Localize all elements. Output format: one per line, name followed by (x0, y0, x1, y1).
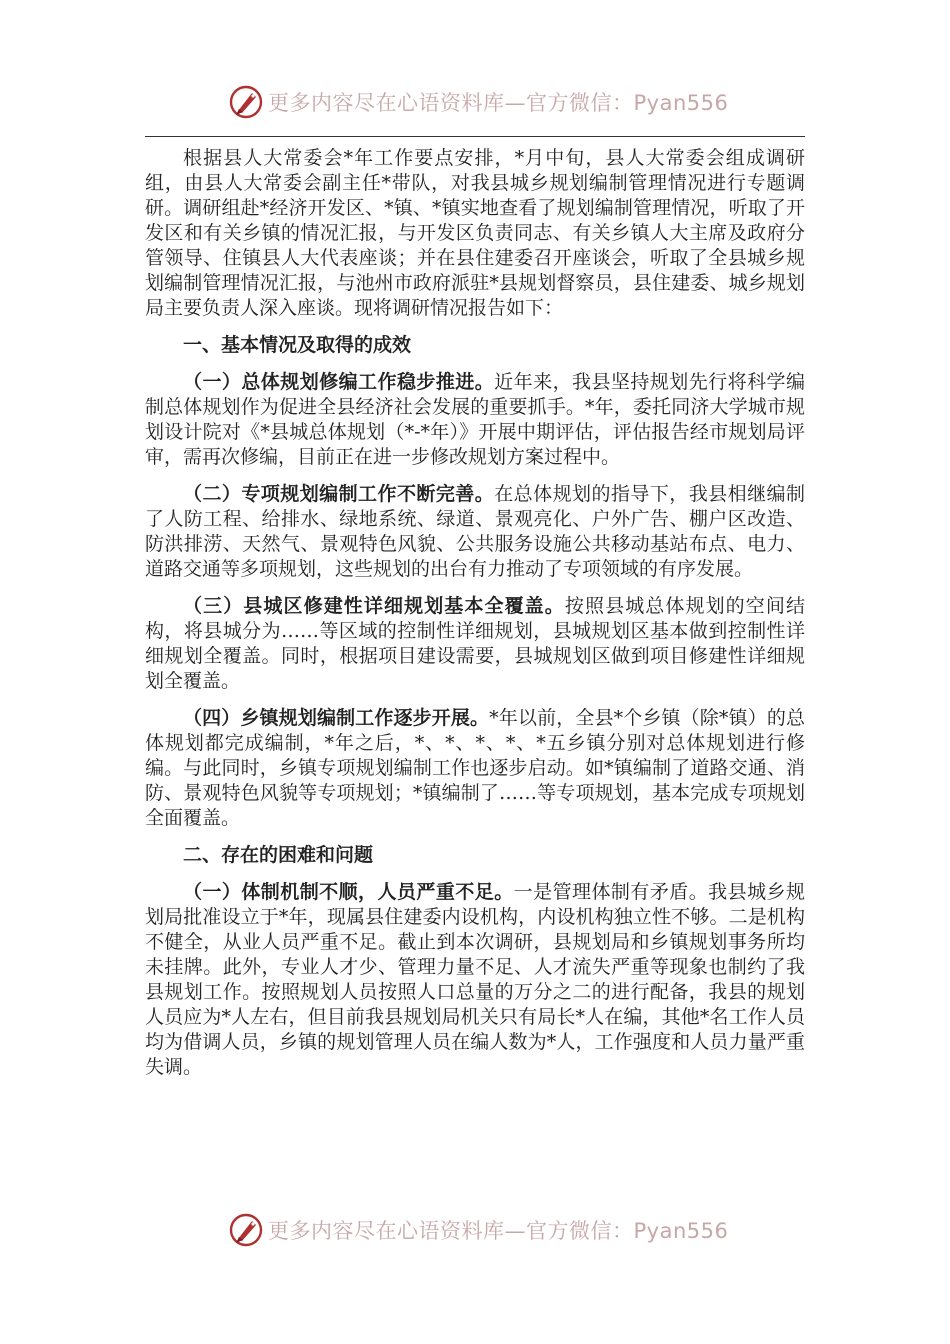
section1-item-4-title: （四）乡镇规划编制工作逐步开展。 (183, 707, 490, 729)
section1-item-3-title: （三）县城区修建性详细规划基本全覆盖。 (183, 595, 565, 617)
section1-item-3 (145, 594, 805, 694)
section-heading-2: 二、存在的困难和问题 (183, 844, 374, 866)
section1-item-1-body: 近年来，我县坚持规划先行将科学编制总体规划作为促进全县经济社会发展的重要抓手。*年，委托同济大学城市规划设计院对《*县城总体规划（*-*年）》开展中期评估，评估报告经市规划局评审，需再次修编，目前正在进一步修改规划方案过程中。 (145, 371, 805, 468)
section1-item-4 (145, 706, 805, 831)
section2-item-1-title: （一）体制机制不顺，人员严重不足。 (183, 881, 514, 903)
section1-item-2-title: （二）专项规划编制工作不断完善。 (183, 483, 495, 505)
section1-item-4-body: *年以前，全县*个乡镇（除*镇）的总体规划都完成编制，*年之后，*、*、*、*、*五乡镇分别对总体规划进行修编。与此同时，乡镇专项规划编制工作也逐步启动。如*镇编制了道路交通、消防、景观特色风貌等专项规划；*镇编制了……等专项规划，基本完成专项规划全面覆盖。 (145, 707, 805, 829)
header-banner[interactable] (228, 82, 728, 122)
section-heading-1: 一、基本情况及取得的成效 (183, 334, 412, 356)
pen-nib-logo-icon (228, 84, 264, 120)
intro-paragraph: 根据县人大常委会*年工作要点安排，*月中旬，县人大常委会组成调研组，由县人大常委会副主任*带队，对我县城乡规划编制管理情况进行专题调研。调研组赴*经济开发区、*镇、*镇实地查看了规划编制管理情况，听取了开发区和有关乡镇的情况汇报，与开发区负责同志、有关乡镇人大主席及政府分管领导、住镇县人大代表座谈；并在县住建委召开座谈会，听取了全县城乡规划编制管理情况汇报，与池州市政府派驻*县规划督察员，县住建委、城乡规划局主要负责人深入座谈。现将调研情况报告如下： (145, 147, 805, 319)
pen-nib-logo-icon (228, 1212, 264, 1248)
section2-item-1-body: 一是管理体制有矛盾。我县城乡规划局批准设立于*年，现属县住建委内设机构，内设机构独立性不够。二是机构不健全，从业人员严重不足。截止到本次调研，县规划局和乡镇规划事务所均未挂牌。此外，专业人才少、管理力量不足、人才流失严重等现象也制约了我县规划工作。按照规划人员按照人口总量的万分之二的进行配备，我县的规划人员应为*人左右，但目前我县规划局机关只有局长*人在编，其他*名工作人员均为借调人员，乡镇的规划管理人员在编人数为*人，工作强度和人员力量严重失调。 (145, 881, 805, 1078)
section2-item-1 (145, 880, 805, 1080)
header-divider (145, 136, 805, 137)
header-banner-text: 更多内容尽在心语资料库—官方微信：Pyan556 (268, 91, 729, 115)
document-body (145, 146, 805, 1090)
footer-banner[interactable] (228, 1210, 728, 1250)
section1-item-2-body: 在总体规划的指导下，我县相继编制了人防工程、给排水、绿地系统、绿道、景观亮化、户外广告、棚户区改造、防洪排涝、天然气、景观特色风貌、公共服务设施公共移动基站布点、电力、道路交通等多项规划，这些规划的出台有力推动了专项领域的有序发展。 (145, 483, 805, 580)
section1-item-3-body: 按照县城总体规划的空间结构，将县城分为……等区域的控制性详细规划，县城规划区基本做到控制性详细规划全覆盖。同时，根据项目建设需要，县城规划区做到项目修建性详细规划全覆盖。 (145, 595, 805, 692)
section1-item-2 (145, 482, 805, 582)
section1-item-1 (145, 370, 805, 470)
footer-banner-text: 更多内容尽在心语资料库—官方微信：Pyan556 (268, 1219, 729, 1243)
section1-item-1-title: （一）总体规划修编工作稳步推进。 (183, 371, 495, 393)
